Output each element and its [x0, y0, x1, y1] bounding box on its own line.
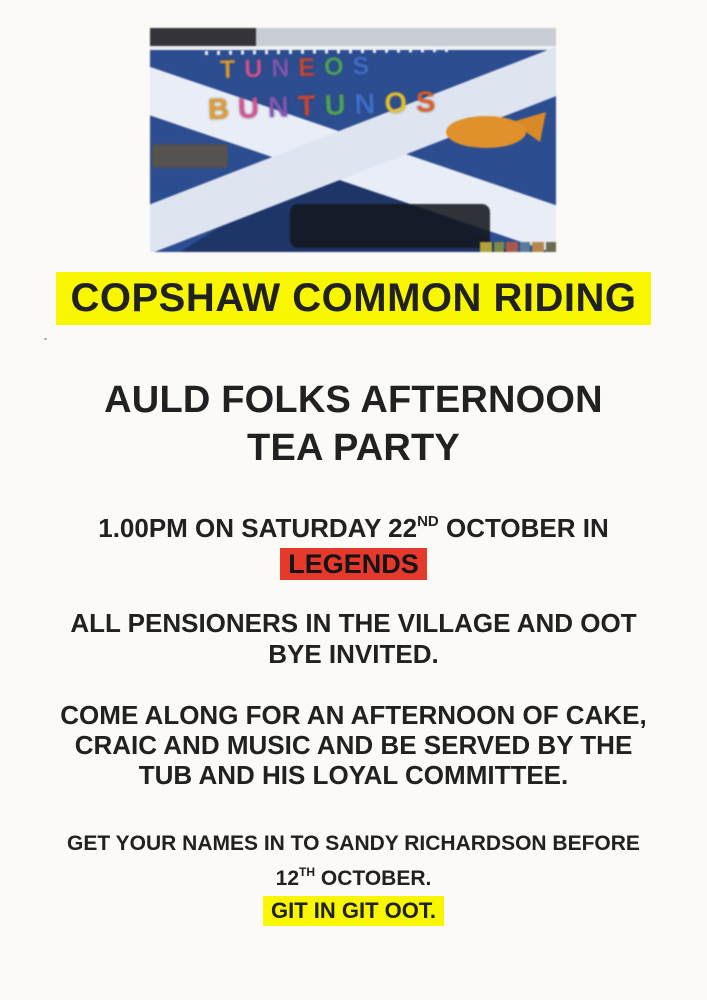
ordinal-superscript: ND [417, 513, 439, 530]
footer-slogan: GIT IN GIT OOT. [263, 896, 444, 926]
invite-line2: BYE INVITED. [268, 639, 439, 669]
event-date-block [0, 507, 707, 580]
photo-dark-blob-bottom [290, 204, 490, 248]
invitation-text [0, 608, 707, 670]
saltire-flag-photo [150, 28, 556, 252]
invite-line1: ALL PENSIONERS IN THE VILLAGE AND OOT [70, 608, 637, 638]
title-row [0, 272, 707, 325]
details-line1: COME ALONG FOR AN AFTERNOON OF CAKE, [60, 700, 647, 730]
headline-line2: TEA PARTY [247, 427, 460, 469]
details-line2: CRAIC AND MUSIC AND BE SERVED BY THE [74, 730, 633, 760]
headline [0, 376, 707, 472]
magnetic-letters-row2: BUNTUNOS [207, 85, 445, 127]
photo-dark-bar [150, 28, 256, 46]
ordinal-superscript: TH [299, 865, 316, 879]
rsvp-text [0, 830, 707, 893]
page-title: COPSHAW COMMON RIDING [56, 272, 650, 325]
headline-line1: AULD FOLKS AFTERNOON [104, 379, 603, 421]
scan-speck [44, 338, 47, 340]
venue-highlight: LEGENDS [280, 548, 427, 580]
magnetic-letters-row1: TUNEOS [219, 51, 379, 85]
details-line3: TUB AND HIS LOYAL COMMITTEE. [138, 760, 569, 790]
photo-dark-patch-left [152, 144, 228, 168]
details-text [0, 700, 707, 790]
event-date-line: 1.00PM ON SATURDAY 22ND OCTOBER IN [98, 513, 609, 543]
footer-row [0, 896, 707, 926]
rsvp-line2: 12TH OCTOBER. [275, 865, 432, 890]
rsvp-line1: GET YOUR NAMES IN TO SANDY RICHARDSON BEFORE [67, 832, 640, 855]
